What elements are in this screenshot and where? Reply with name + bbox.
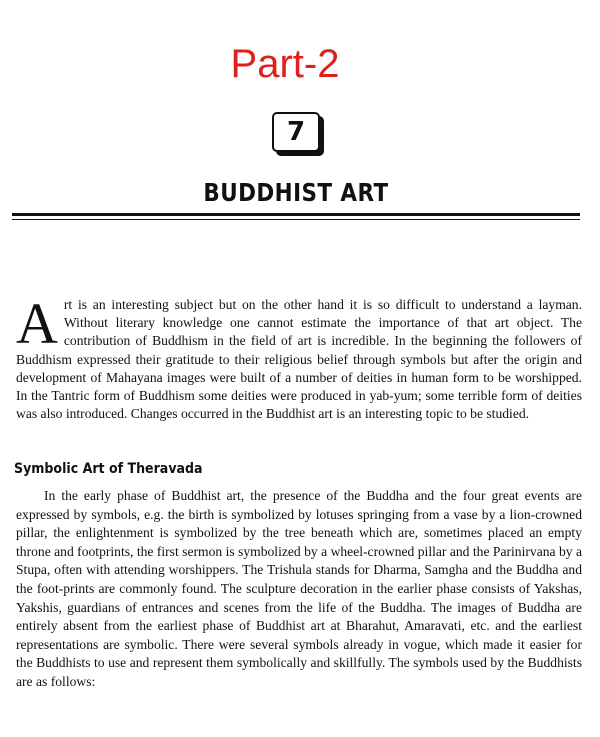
section-heading: Symbolic Art of Theravada (14, 461, 203, 477)
intro-paragraph (16, 291, 582, 423)
part-label: Part-2 (230, 42, 340, 86)
intro-text: rt is an interesting subject but on the other hand it is so difficult to understand a layman. Without literary knowledge one cannot estimate the importance of that art object. The contribution of Buddhism in the field of art is incredible. In the beginning the followers of Buddhism expressed their gratitude to their religious belief through symbols but after the origin and development of Mahayana images were built of a number of deities in human form to be worshipped. In the Tantric form of Buddhism some deities were produced in yab-yum; some terrible form of deities was also introduced. Changes occurred in the Buddhist art is an interesting topic to be studied. (16, 297, 582, 422)
chapter-number-badge: 7 (272, 112, 320, 152)
title-divider-thick (12, 213, 580, 216)
chapter-title: BUDDHIST ART (203, 178, 389, 207)
title-divider-thin (12, 219, 580, 220)
section-paragraph: In the early phase of Buddhist art, the presence of the Buddha and the four great events are expressed by symbols, e.g. the birth is symbolized by lotuses springing from a vase by a lion-crowned pillar, the enlightenment is symbolized by the tree beneath which are, sometimes placed an empty throne and footprints, the first sermon is symbolized by a wheel-crowned pillar and the Parinirvana by a Stupa, often with attending worshippers. The Trishula stands for Dharma, Samgha and the Buddha and the foot-prints are commonly found. The sculpture decoration in the earlier phase consists of Yakshas, Yakshis, guardians of entrances and scenes from the life of the Buddha. The images of Buddha are entirely absent from the earliest phase of Buddhist art at Bharahut, Amaravati, etc. and the earliest representations are symbolic. There were several symbols already in vogue, which made it easier for the Buddhists to use and represent them symbolically and skillfully. The symbols used by the Buddhists are as follows: (16, 488, 582, 689)
drop-cap: A (16, 291, 58, 356)
